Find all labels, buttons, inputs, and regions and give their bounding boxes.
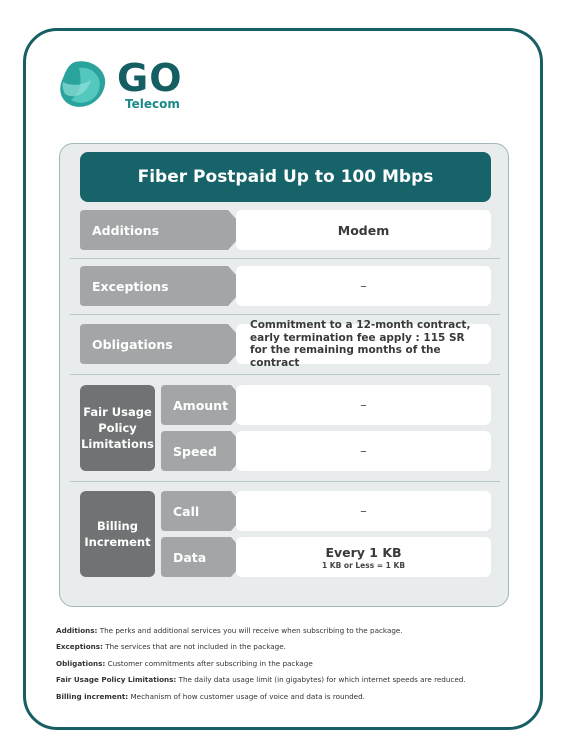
call-value-box <box>236 491 491 531</box>
exceptions-value: – <box>360 278 367 294</box>
data-value: Every 1 KB <box>325 544 402 560</box>
speed-value-box <box>236 431 491 471</box>
data-label: Data <box>161 537 249 577</box>
note-additions: Additions: The perks and additional services you will receive when subscribing to the package. <box>56 626 403 635</box>
speed-label: Speed <box>161 431 249 471</box>
divider <box>70 374 500 375</box>
note-billing: Billing increment: Mechanism of how customer usage of voice and data is rounded. <box>56 691 365 701</box>
call-label: Call <box>161 491 249 531</box>
billing-group-label: Billing Increment <box>80 491 155 577</box>
note-exceptions: Exceptions: The services that are not included in the package. <box>56 642 286 652</box>
call-value: – <box>360 503 367 519</box>
additions-value: Modem <box>337 222 390 238</box>
exceptions-label: Exceptions <box>80 266 248 306</box>
divider <box>70 314 500 315</box>
data-value-sub: 1 KB or Less = 1 KB <box>321 560 406 570</box>
divider <box>70 258 500 259</box>
fair-usage-group-label: Fair Usage Policy Limitations <box>80 385 155 471</box>
obligations-value-box <box>236 319 491 369</box>
logo-subtitle: Telecom <box>125 97 180 111</box>
definitions-notes <box>56 626 526 708</box>
obligations-line-1: Commitment to a 12-month contract, <box>250 319 471 331</box>
obligations-line-3: for the remaining months of the contract <box>250 344 441 369</box>
logo-mark-icon <box>57 60 109 110</box>
go-telecom-logo <box>57 56 197 115</box>
note-fair-usage: Fair Usage Policy Limitations: The daily data usage limit (in gigabytes) for which internet speeds are reduced. <box>56 675 466 685</box>
obligations-line-2: early termination fee apply : 115 SR <box>250 331 465 344</box>
speed-value: – <box>360 443 367 459</box>
amount-value-box <box>236 385 491 425</box>
logo-wordmark: GO <box>117 56 183 100</box>
note-obligations: Obligations: Customer commitments after subscribing in the package <box>56 658 313 668</box>
obligations-label: Obligations <box>80 324 248 364</box>
data-value-box <box>236 537 491 577</box>
additions-label: Additions <box>80 210 248 250</box>
additions-value-box <box>236 210 491 250</box>
exceptions-value-box <box>236 266 491 306</box>
amount-label: Amount <box>161 385 249 425</box>
amount-value: – <box>360 397 367 413</box>
divider <box>70 481 500 482</box>
package-title: Fiber Postpaid Up to 100 Mbps <box>80 152 491 202</box>
